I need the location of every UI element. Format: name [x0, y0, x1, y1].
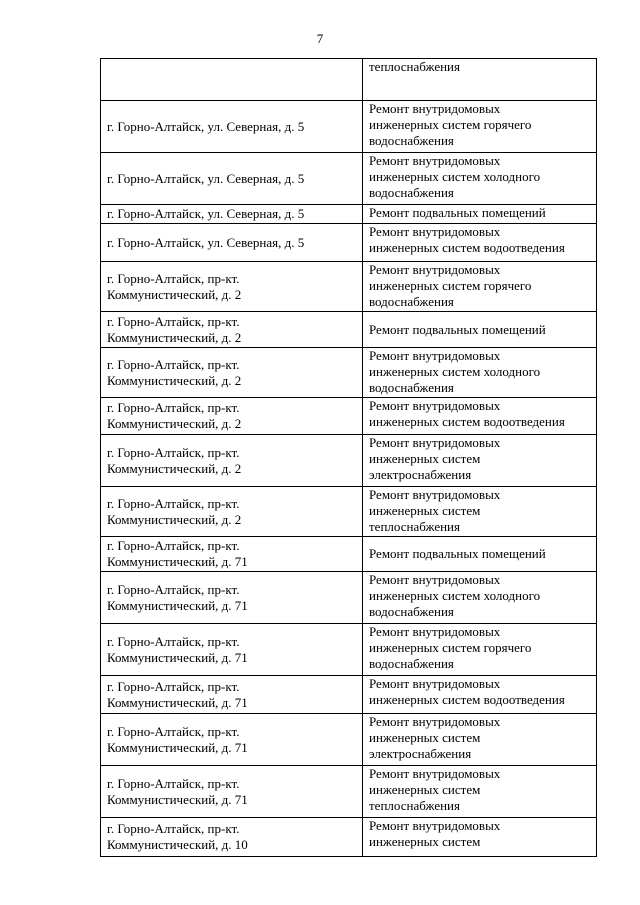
address-cell: г. Горно-Алтайск, ул. Северная, д. 5	[101, 205, 363, 224]
work-cell: Ремонт внутридомовых инженерных систем холодного водоснабжения	[363, 572, 597, 624]
table-row	[101, 205, 597, 224]
works-table	[100, 58, 597, 857]
work-cell: Ремонт внутридомовых инженерных систем теплоснабжения	[363, 766, 597, 818]
work-cell: теплоснабжения	[363, 59, 597, 101]
table-row	[101, 398, 597, 435]
work-cell: Ремонт внутридомовых инженерных систем горячего водоснабжения	[363, 101, 597, 153]
work-cell: Ремонт внутридомовых инженерных систем электроснабжения	[363, 714, 597, 766]
address-cell: г. Горно-Алтайск, пр-кт. Коммунистический, д. 2	[101, 312, 363, 348]
address-cell: г. Горно-Алтайск, пр-кт. Коммунистический, д. 71	[101, 676, 363, 714]
address-cell: г. Горно-Алтайск, ул. Северная, д. 5	[101, 101, 363, 153]
address-cell: г. Горно-Алтайск, пр-кт. Коммунистический, д. 10	[101, 818, 363, 857]
table-row	[101, 101, 597, 153]
work-cell: Ремонт подвальных помещений	[363, 312, 597, 348]
address-cell: г. Горно-Алтайск, пр-кт. Коммунистический, д. 2	[101, 435, 363, 487]
table-row	[101, 676, 597, 714]
work-cell: Ремонт внутридомовых инженерных систем холодного водоснабжения	[363, 153, 597, 205]
work-cell: Ремонт внутридомовых инженерных систем горячего водоснабжения	[363, 624, 597, 676]
table-row	[101, 818, 597, 857]
address-cell: г. Горно-Алтайск, пр-кт. Коммунистический, д. 71	[101, 572, 363, 624]
page-number: 7	[316, 31, 324, 46]
table-row	[101, 312, 597, 348]
table-row	[101, 714, 597, 766]
work-cell: Ремонт внутридомовых инженерных систем	[363, 818, 597, 857]
address-cell: г. Горно-Алтайск, пр-кт. Коммунистический, д. 2	[101, 398, 363, 435]
address-cell: г. Горно-Алтайск, ул. Северная, д. 5	[101, 224, 363, 262]
table-row	[101, 624, 597, 676]
address-cell: г. Горно-Алтайск, ул. Северная, д. 5	[101, 153, 363, 205]
table-row	[101, 766, 597, 818]
work-cell: Ремонт внутридомовых инженерных систем водоотведения	[363, 398, 597, 435]
table-row	[101, 487, 597, 537]
address-cell: г. Горно-Алтайск, пр-кт. Коммунистический, д. 2	[101, 348, 363, 398]
table-row	[101, 262, 597, 312]
address-cell	[101, 59, 363, 101]
address-cell: г. Горно-Алтайск, пр-кт. Коммунистический, д. 71	[101, 766, 363, 818]
table-row	[101, 537, 597, 572]
work-cell: Ремонт подвальных помещений	[363, 205, 597, 224]
work-cell: Ремонт внутридомовых инженерных систем теплоснабжения	[363, 487, 597, 537]
work-cell: Ремонт подвальных помещений	[363, 537, 597, 572]
address-cell: г. Горно-Алтайск, пр-кт. Коммунистический, д. 2	[101, 262, 363, 312]
table-row	[101, 153, 597, 205]
table-row	[101, 348, 597, 398]
address-cell: г. Горно-Алтайск, пр-кт. Коммунистический, д. 71	[101, 624, 363, 676]
address-cell: г. Горно-Алтайск, пр-кт. Коммунистический, д. 71	[101, 714, 363, 766]
work-cell: Ремонт внутридомовых инженерных систем электроснабжения	[363, 435, 597, 487]
table-row	[101, 435, 597, 487]
address-cell: г. Горно-Алтайск, пр-кт. Коммунистический, д. 71	[101, 537, 363, 572]
work-cell: Ремонт внутридомовых инженерных систем холодного водоснабжения	[363, 348, 597, 398]
table-row	[101, 224, 597, 262]
work-cell: Ремонт внутридомовых инженерных систем горячего водоснабжения	[363, 262, 597, 312]
work-cell: Ремонт внутридомовых инженерных систем водоотведения	[363, 224, 597, 262]
work-cell: Ремонт внутридомовых инженерных систем водоотведения	[363, 676, 597, 714]
address-cell: г. Горно-Алтайск, пр-кт. Коммунистический, д. 2	[101, 487, 363, 537]
table-row	[101, 59, 597, 101]
table-row	[101, 572, 597, 624]
